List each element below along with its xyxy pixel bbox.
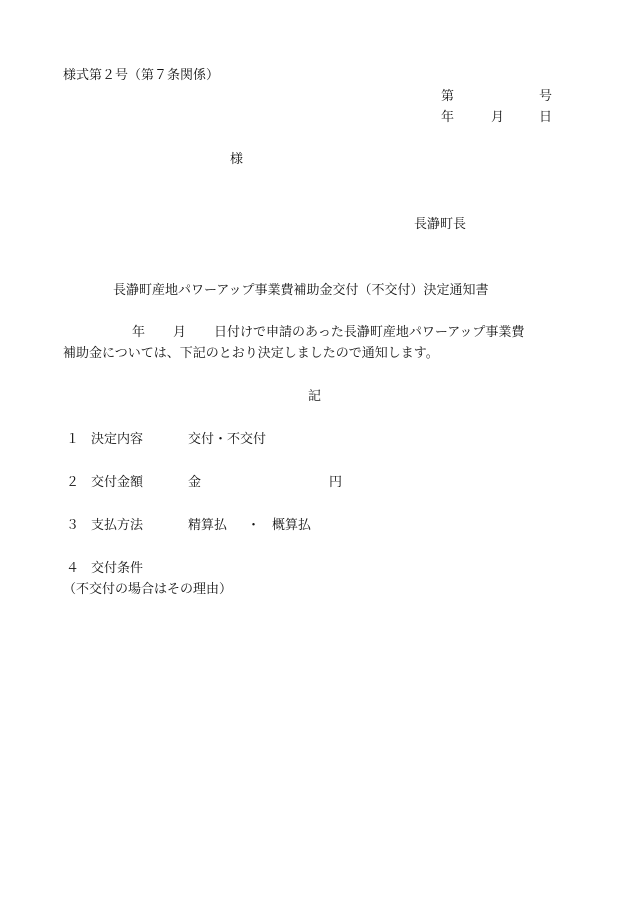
addressee-suffix: 様 bbox=[230, 152, 244, 167]
body-line1-rest: 日付けで申請のあった長瀞町産地パワーアップ事業費 bbox=[214, 325, 525, 340]
item-3-option-a: 精算払 bbox=[188, 518, 228, 533]
ki-heading: 記 bbox=[308, 389, 322, 404]
item-3-label: 支払方法 bbox=[91, 518, 144, 533]
item-3-number: ３ bbox=[66, 518, 80, 533]
item-4-number: ４ bbox=[66, 561, 80, 576]
item-2-value-prefix: 金 bbox=[188, 475, 202, 490]
body-month: 月 bbox=[173, 325, 187, 340]
doc-number-dai: 第 bbox=[441, 89, 455, 104]
item-4-label: 交付条件 bbox=[91, 561, 144, 576]
body-year: 年 bbox=[132, 325, 146, 340]
doc-number-go: 号 bbox=[539, 89, 553, 104]
item-2-label: 交付金額 bbox=[91, 475, 144, 490]
item-3-option-b: 概算払 bbox=[272, 518, 312, 533]
item-2-value-suffix: 円 bbox=[329, 475, 343, 490]
sender: 長瀞町長 bbox=[414, 217, 467, 232]
date-month: 月 bbox=[491, 110, 505, 125]
item-3-separator: ・ bbox=[247, 518, 261, 533]
date-day: 日 bbox=[539, 110, 553, 125]
document-title: 長瀞町産地パワーアップ事業費補助金交付（不交付）決定通知書 bbox=[113, 283, 489, 298]
item-1-number: １ bbox=[66, 432, 80, 447]
date-year: 年 bbox=[441, 110, 455, 125]
body-line-2: 補助金については、下記のとおり決定しましたので通知します。 bbox=[63, 346, 439, 361]
item-1-value: 交付・不交付 bbox=[188, 432, 267, 447]
item-1-label: 決定内容 bbox=[91, 432, 144, 447]
item-2-number: ２ bbox=[66, 475, 80, 490]
body-line-1 bbox=[63, 325, 524, 341]
item-4-note: （不交付の場合はその理由） bbox=[63, 582, 233, 597]
form-label: 様式第２号（第７条関係） bbox=[63, 68, 220, 83]
